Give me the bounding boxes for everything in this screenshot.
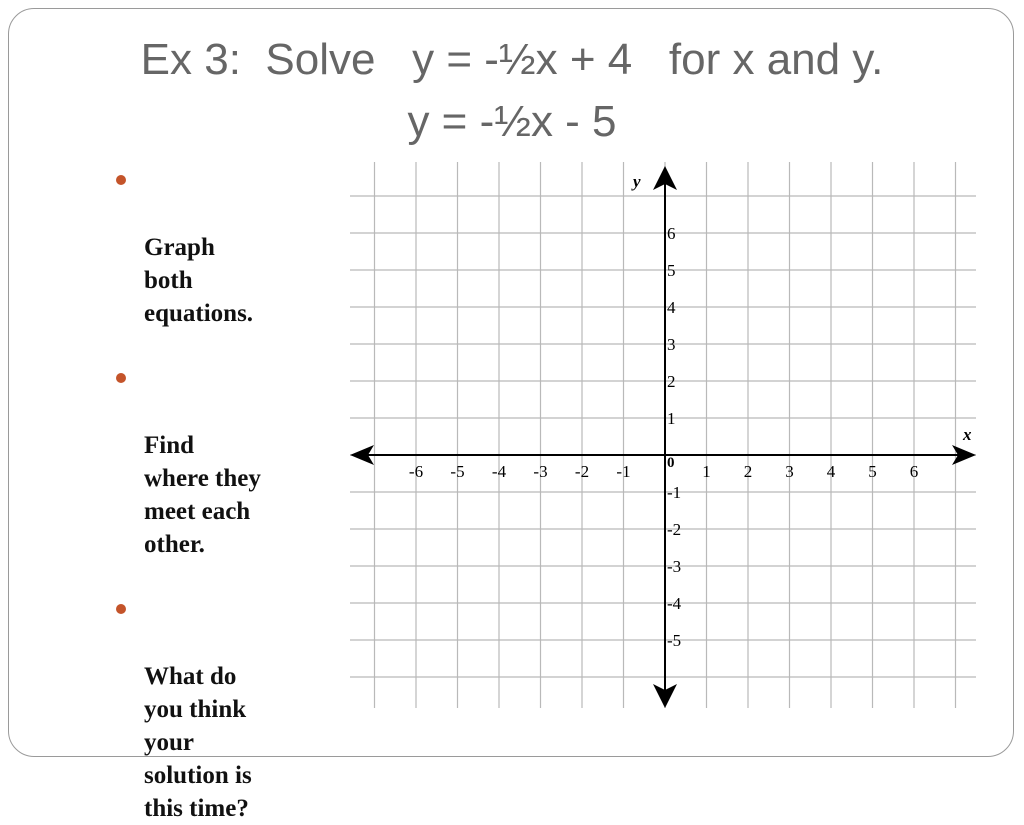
x-tick-label: -4 xyxy=(491,462,507,481)
y-tick-label: -4 xyxy=(667,594,682,613)
y-tick-label: 5 xyxy=(667,261,676,280)
x-tick-label: -3 xyxy=(533,462,548,481)
x-tick-label: 3 xyxy=(785,462,794,481)
y-tick-label: -1 xyxy=(667,483,682,502)
bullet-text: Graph both equations. xyxy=(144,234,254,327)
x-tick-label: 5 xyxy=(868,462,877,481)
slide-title-line-2: y = -½x - 5 xyxy=(407,97,617,146)
x-tick-label: -2 xyxy=(574,462,590,481)
bullet-text: What do you think your solution is this time? xyxy=(144,663,252,822)
y-tick-label: 6 xyxy=(667,224,676,243)
y-tick-label: -5 xyxy=(667,631,682,650)
x-tick-label: -6 xyxy=(408,462,424,481)
y-tick-label: 2 xyxy=(667,372,676,391)
bullet-dot-icon xyxy=(116,604,126,614)
x-tick-label: 2 xyxy=(743,462,753,481)
x-tick-label: 4 xyxy=(826,462,836,481)
tick-labels xyxy=(409,224,918,650)
coordinate-grid xyxy=(340,155,990,715)
y-axis-label: y xyxy=(633,172,641,191)
slide-title-line-1: Ex 3: Solve y = -½x + 4 for x and y. xyxy=(140,35,884,84)
bullet-item xyxy=(112,363,327,561)
y-tick-label: 4 xyxy=(667,298,676,317)
axes xyxy=(350,166,976,708)
x-tick-label: 1 xyxy=(702,462,711,481)
x-axis-label: x xyxy=(963,425,972,444)
y-tick-label: -3 xyxy=(667,557,682,576)
bullet-dot-icon xyxy=(116,373,126,383)
bullet-item xyxy=(112,594,327,825)
bullet-item xyxy=(112,165,327,330)
origin-label: 0 xyxy=(667,455,675,471)
y-tick-label: 1 xyxy=(667,409,676,428)
y-tick-label: 3 xyxy=(667,335,676,354)
x-tick-label: 6 xyxy=(909,462,919,481)
bullet-dot-icon xyxy=(116,175,126,185)
x-tick-label: -1 xyxy=(616,462,631,481)
bullet-list xyxy=(112,165,327,825)
y-tick-label: -2 xyxy=(667,520,682,539)
grid-lines xyxy=(350,162,976,708)
x-tick-label: -5 xyxy=(450,462,465,481)
bullet-text: Find where they meet each other. xyxy=(144,432,261,558)
